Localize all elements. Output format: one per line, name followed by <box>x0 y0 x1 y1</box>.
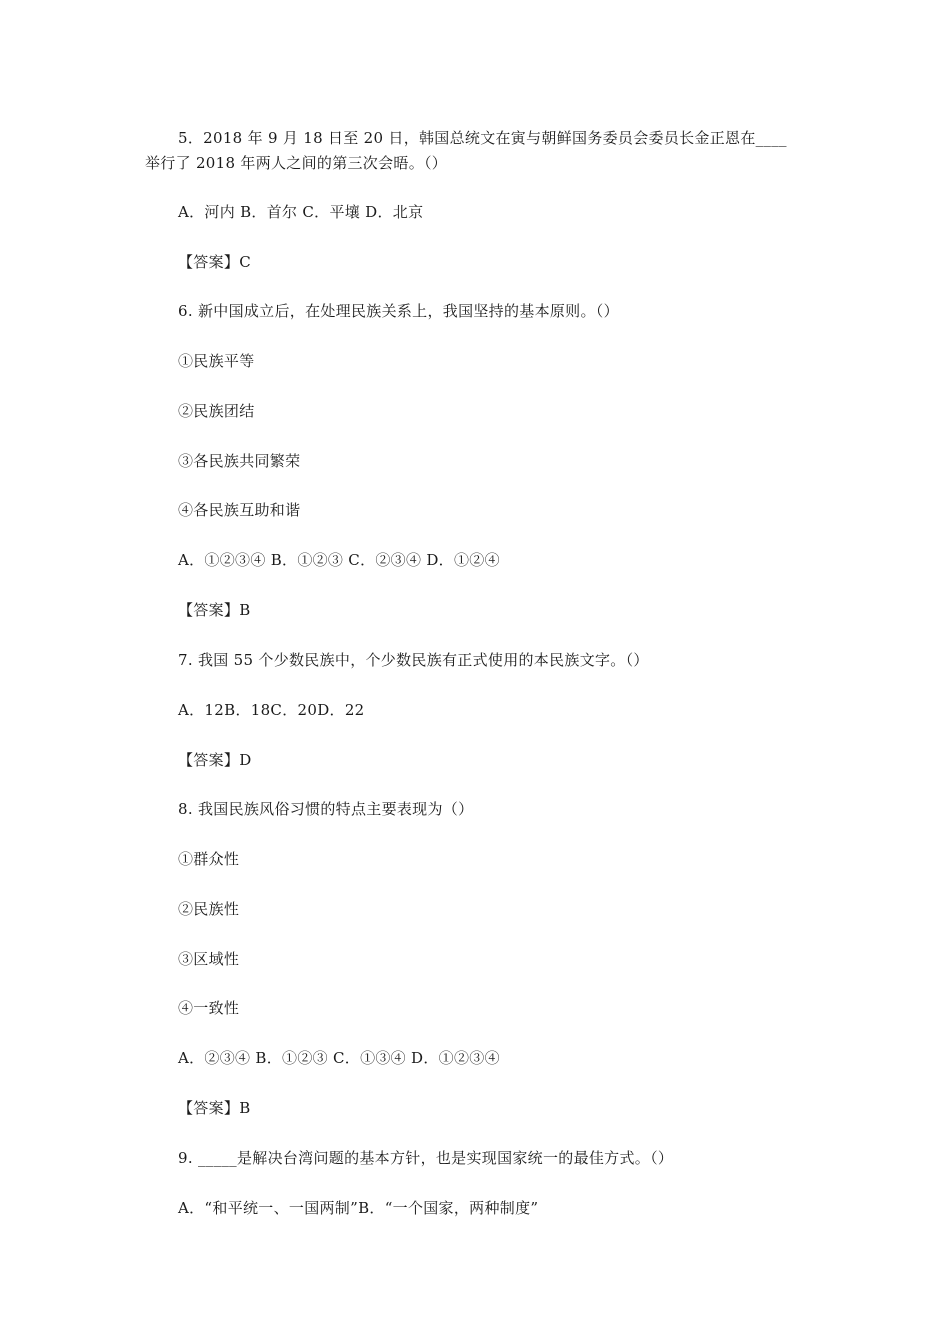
question-8-text: 8. 我国民族风俗习惯的特点主要表现为（） <box>178 800 474 818</box>
question-5-answer: 【答案】C <box>178 253 251 271</box>
question-6-item-3: ③各民族共同繁荣 <box>178 452 301 470</box>
question-6-item-2: ②民族团结 <box>178 402 255 420</box>
question-8-item-2: ②民族性 <box>178 900 240 918</box>
question-8-options: A．②③④ B．①②③ C．①③④ D．①②③④ <box>178 1049 500 1067</box>
question-8-answer: 【答案】B <box>178 1099 251 1117</box>
question-9-text: 9. _____是解决台湾问题的基本方针，也是实现国家统一的最佳方式。（） <box>178 1149 674 1167</box>
question-8-item-3: ③区域性 <box>178 950 240 968</box>
question-7-options: A．12B．18C．20D．22 <box>178 701 365 719</box>
question-6-text: 6. 新中国成立后，在处理民族关系上，我国坚持的基本原则。（） <box>178 302 619 320</box>
question-6-item-4: ④各民族互助和谐 <box>178 501 301 519</box>
question-5-text-continued: 举行了 2018 年两人之间的第三次会晤。（） <box>145 154 448 172</box>
question-6-answer: 【答案】B <box>178 601 251 619</box>
question-9-options: A．“和平统一、一国两制”B．“一个国家，两种制度” <box>178 1199 539 1217</box>
question-7-answer: 【答案】D <box>178 751 252 769</box>
question-8-item-4: ④一致性 <box>178 999 240 1017</box>
question-5-text: 5．2018 年 9 月 18 日至 20 日，韩国总统文在寅与朝鲜国务委员会委员长金正恩在____ <box>178 129 787 147</box>
question-5-options: A．河内 B．首尔 C．平壤 D．北京 <box>178 203 424 221</box>
question-7-text: 7. 我国 55 个少数民族中，个少数民族有正式使用的本民族文字。（） <box>178 651 649 669</box>
question-8-item-1: ①群众性 <box>178 850 240 868</box>
question-6-options: A．①②③④ B．①②③ C．②③④ D．①②④ <box>178 551 500 569</box>
question-6-item-1: ①民族平等 <box>178 352 255 370</box>
